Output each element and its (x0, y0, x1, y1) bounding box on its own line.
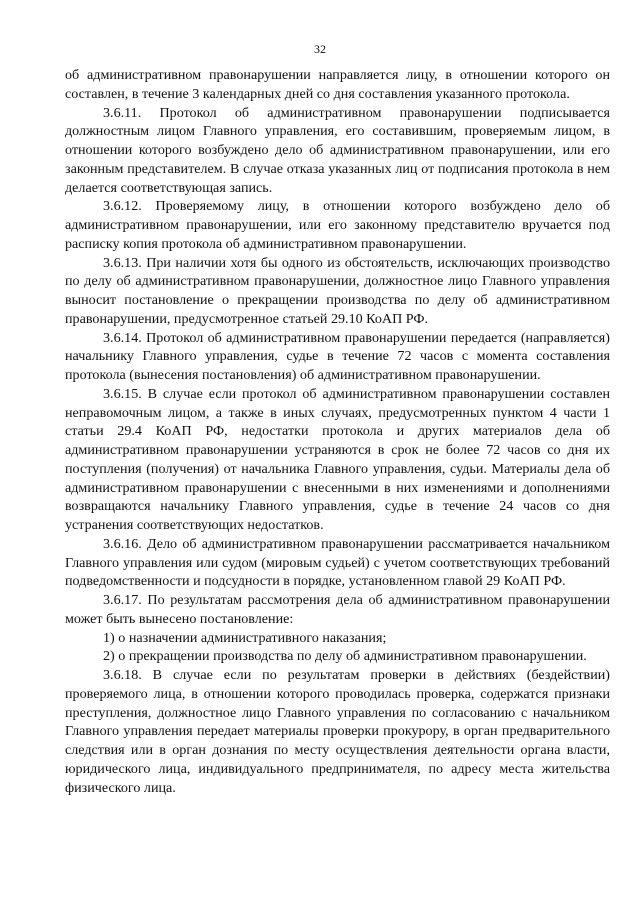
list-item-1: 1) о назначении административного наказания; (103, 629, 387, 646)
list-item-2: 2) о прекращении производства по делу об административном правонарушении. (103, 648, 587, 665)
document-body (65, 66, 610, 797)
paragraph-3-6-11: 3.6.11. Протокол об административном правонарушении подписывается должностным лицом Главного управления, его составившим, проверяемым лицом, в отношении которого возбуждено дело об административном правонарушении, или его законным представителем. В случае отказа указанных лиц от подписания протокола в нем делается соответствующая запись. (65, 104, 610, 196)
paragraph-3-6-13: 3.6.13. При наличии хотя бы одного из обстоятельств, исключающих производство по делу об административном правонарушении, должностное лицо Главного управления выносит постановление о прекращении производства по делу об административном правонарушении, предусмотренное статьей 29.10 КоАП РФ. (65, 254, 610, 327)
paragraph-3-6-18: 3.6.18. В случае если по результатам проверки в действиях (бездействии) проверяемого лица, в отношении которого проводилась проверка, содержатся признаки преступления, должностное лицо Главного управления по согласованию с начальником Главного управления передает материалы проверки прокурору, в орган предварительного следствия или в орган дознания по месту осуществления деятельности органа власти, юридического лица, индивидуального предпринимателя, по адресу места жительства физического лица. (65, 667, 610, 796)
paragraph-3-6-17: 3.6.17. По результатам рассмотрения дела об административном правонарушении может быть вынесено постановление: (65, 592, 610, 627)
paragraph-3-6-14: 3.6.14. Протокол об административном правонарушении передается (направляется) начальнику Главного управления, судье в течение 72 часов с момента составления протокола (вынесения постановления) об административном правонарушении. (65, 329, 610, 383)
paragraph-3-6-15: 3.6.15. В случае если протокол об административном правонарушении составлен неправомочным лицом, а также в иных случаях, предусмотренных пунктом 4 части 1 статьи 29.4 КоАП РФ, недостатки протокола и других материалов дела об административном правонарушении устраняются в срок не более 72 часов со дня их поступления (получения) от начальника Главного управления, судьи. Материалы дела об административном правонарушении с внесенными в них изменениями и дополнениями возвращаются начальнику Главного управления, судье в течение 24 часов со дня устранения соответствующих недостатков. (65, 385, 610, 533)
page-number: 32 (314, 42, 326, 56)
paragraph-3-6-12: 3.6.12. Проверяемому лицу, в отношении которого возбуждено дело об административном правонарушении, или его законному представителю вручается под расписку копия протокола об административном правонарушении. (65, 198, 610, 252)
paragraph-3-6-16: 3.6.16. Дело об административном правонарушении рассматривается начальником Главного управления или судом (мировым судьей) с учетом соответствующих требований подведомственности и подсудности в порядке, установленном главой 29 КоАП РФ. (65, 535, 610, 590)
paragraph-continuation: об административном правонарушении направляется лицу, в отношении которого он составлен, в течение 3 календарных дней со дня составления указанного протокола. (65, 67, 610, 102)
